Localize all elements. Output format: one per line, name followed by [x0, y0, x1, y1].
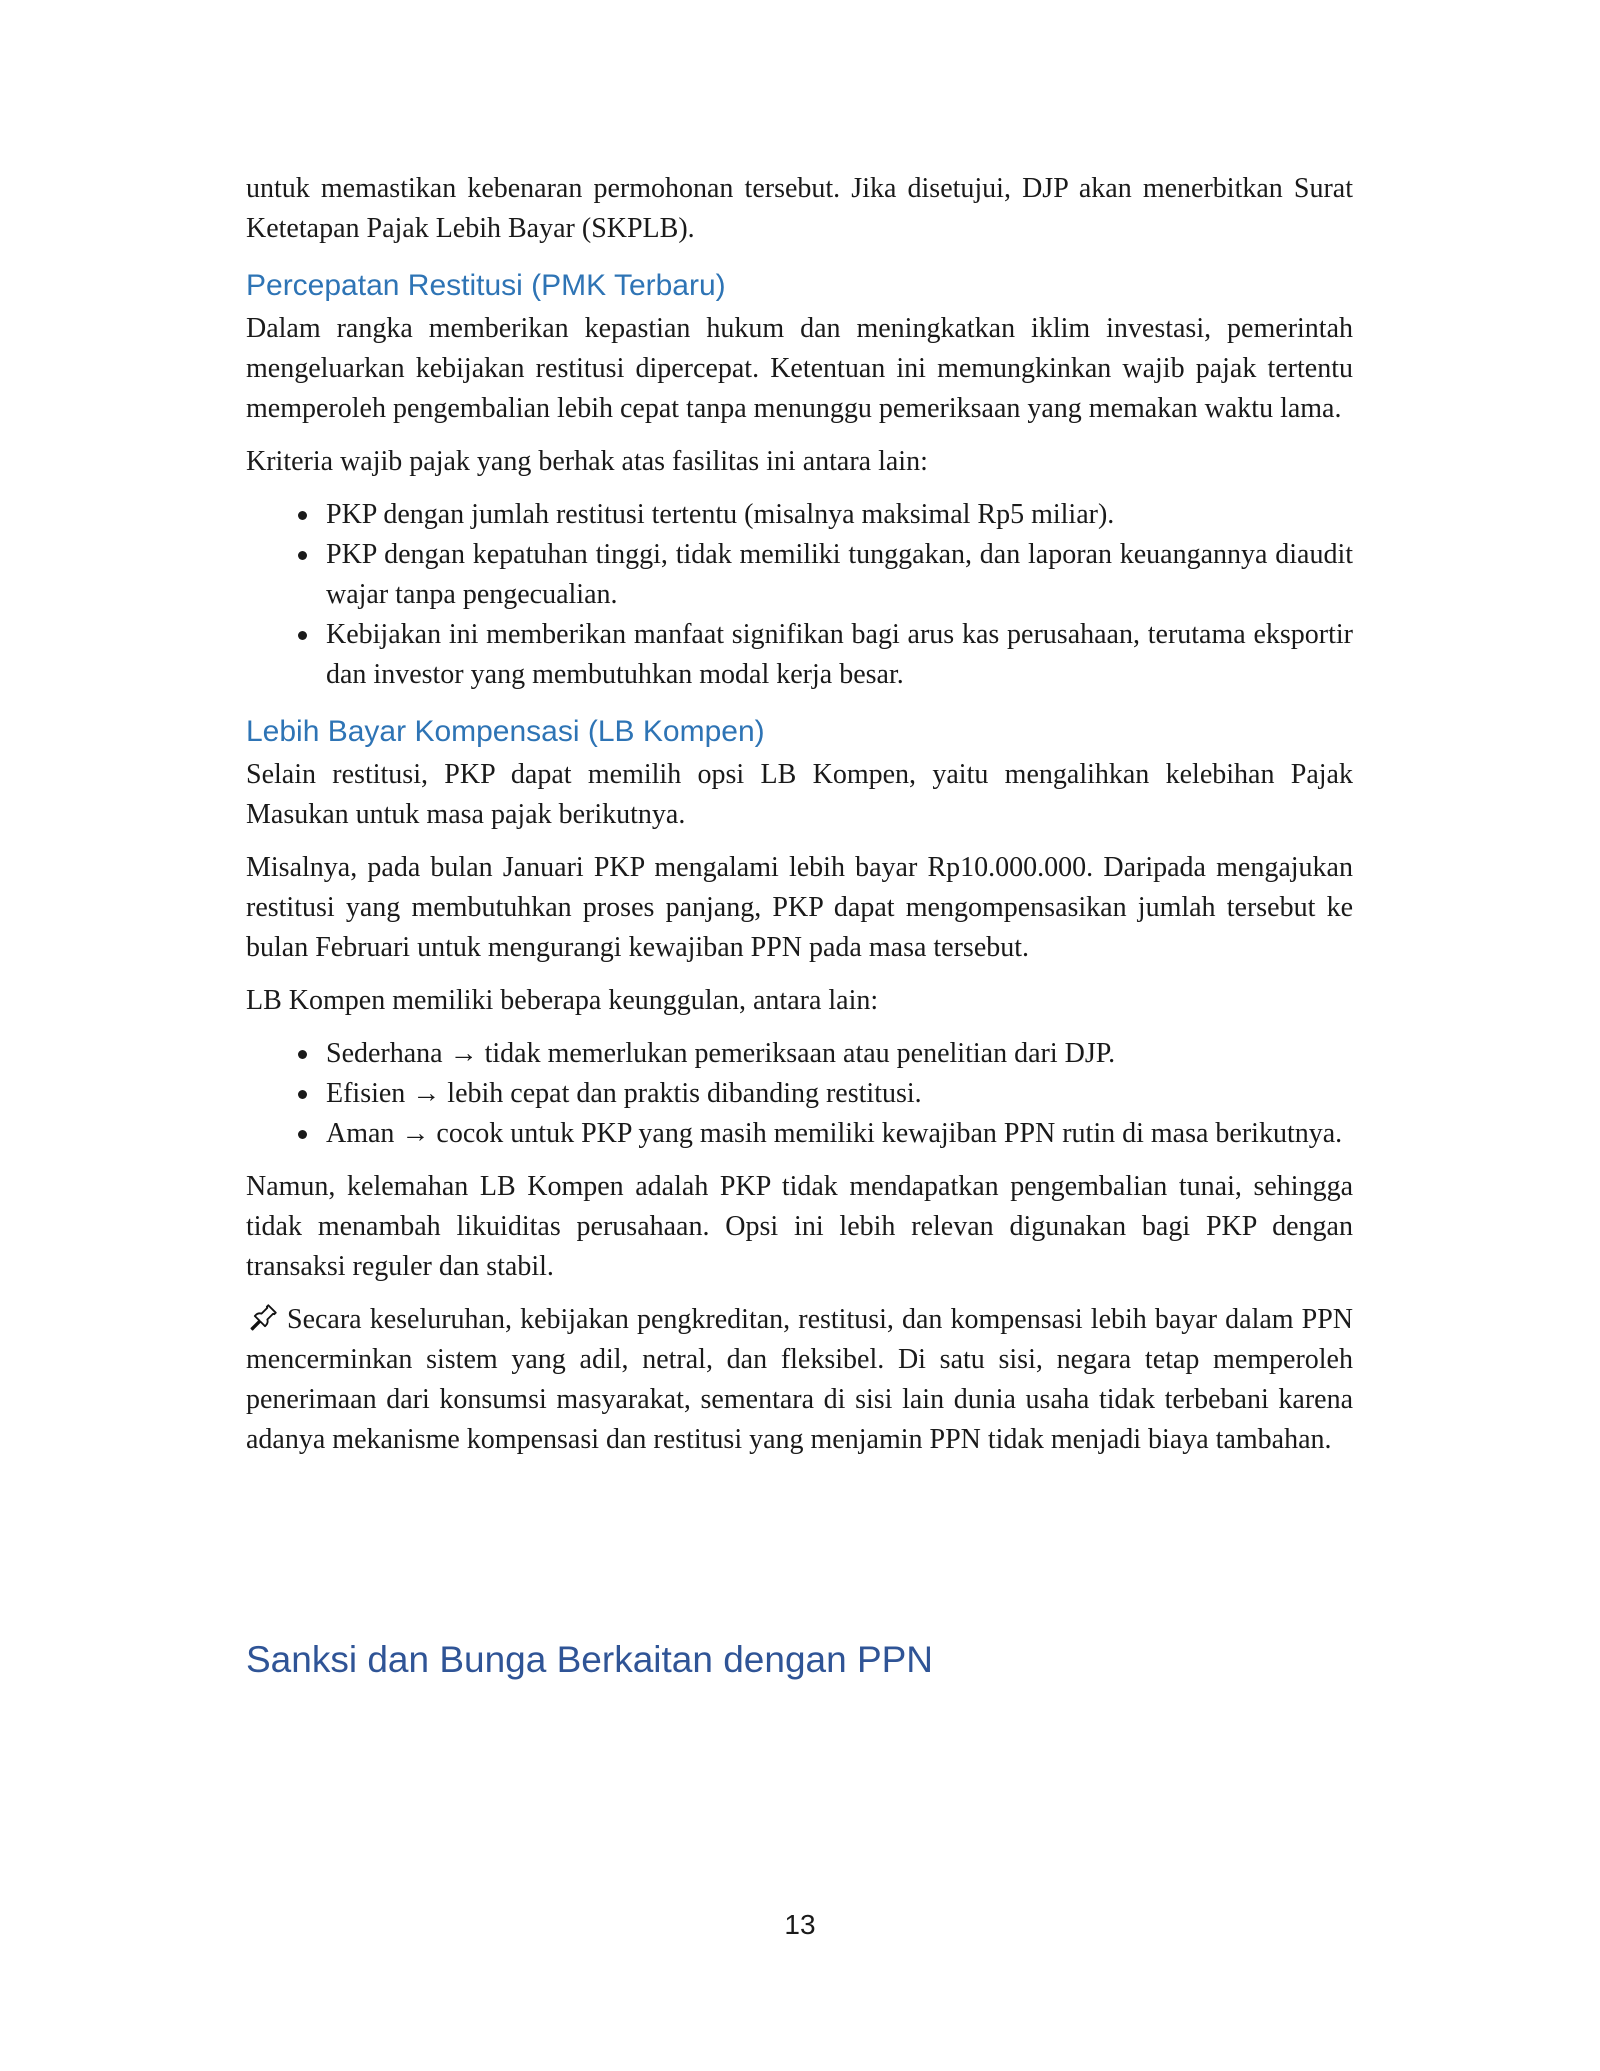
summary-paragraph	[246, 1300, 1353, 1460]
bullet-list-kriteria	[246, 495, 1353, 695]
chapter-heading-sanksi: Sanksi dan Bunga Berkaitan dengan PPN	[246, 1639, 934, 1680]
section-heading-percepatan-restitusi: Percepatan Restitusi (PMK Terbaru)	[246, 269, 726, 302]
lbkompen-paragraph-1: Selain restitusi, PKP dapat memilih opsi LB Kompen, yaitu mengalihkan kelebihan Pajak Masukan untuk masa pajak berikutnya.	[246, 759, 1353, 830]
section-heading-lebih-bayar-kompensasi: Lebih Bayar Kompensasi (LB Kompen)	[246, 715, 765, 748]
pushpin-icon	[246, 1301, 280, 1335]
namun-paragraph: Namun, kelemahan LB Kompen adalah PKP tidak mendapatkan pengembalian tunai, sehingga tidak menambah likuiditas perusahaan. Opsi ini lebih relevan digunakan bagi PKP dengan transaksi reguler dan stabil.	[246, 1171, 1353, 1282]
list-item: Efisien → lebih cepat dan praktis dibanding restitusi.	[246, 1074, 1353, 1114]
bullet-list-keunggulan	[246, 1034, 1353, 1154]
list-item: Kebijakan ini memberikan manfaat signifikan bagi arus kas perusahaan, terutama eksportir dan investor yang membutuhkan modal kerja besar.	[246, 615, 1353, 695]
lbkompen-paragraph-2: Misalnya, pada bulan Januari PKP mengalami lebih bayar Rp10.000.000. Daripada mengajukan restitusi yang membutuhkan proses panjang, PKP dapat mengompensasikan jumlah tersebut ke bulan Februari untuk mengurangi kewajiban PPN pada masa tersebut.	[246, 852, 1353, 963]
list-item: PKP dengan jumlah restitusi tertentu (misalnya maksimal Rp5 miliar).	[246, 495, 1353, 535]
kriteria-lead-paragraph: Kriteria wajib pajak yang berhak atas fasilitas ini antara lain:	[246, 446, 928, 477]
list-item: Sederhana → tidak memerlukan pemeriksaan atau penelitian dari DJP.	[246, 1034, 1353, 1074]
keunggulan-lead-paragraph: LB Kompen memiliki beberapa keunggulan, antara lain:	[246, 985, 879, 1016]
intro-paragraph: untuk memastikan kebenaran permohonan tersebut. Jika disetujui, DJP akan menerbitkan Surat Ketetapan Pajak Lebih Bayar (SKPLB).	[246, 173, 1353, 244]
summary-text: Secara keseluruhan, kebijakan pengkreditan, restitusi, dan kompensasi lebih bayar dalam PPN mencerminkan sistem yang adil, netral, dan fleksibel. Di satu sisi, negara tetap memperoleh penerimaan dari konsumsi masyarakat, sementara di sisi lain dunia usaha tidak terbebani karena adanya mekanisme kompensasi dan restitusi yang menjamin PPN tidak menjadi biaya tambahan.	[246, 1304, 1353, 1455]
list-item: Aman → cocok untuk PKP yang masih memiliki kewajiban PPN rutin di masa berikutnya.	[246, 1114, 1353, 1154]
list-item: PKP dengan kepatuhan tinggi, tidak memiliki tunggakan, dan laporan keuangannya diaudit wajar tanpa pengecualian.	[246, 535, 1353, 615]
percepatan-paragraph: Dalam rangka memberikan kepastian hukum dan meningkatkan iklim investasi, pemerintah mengeluarkan kebijakan restitusi dipercepat. Ketentuan ini memungkinkan wajib pajak tertentu memperoleh pengembalian lebih cepat tanpa menunggu pemeriksaan yang memakan waktu lama.	[246, 313, 1353, 424]
page-number: 13	[784, 1909, 816, 1940]
